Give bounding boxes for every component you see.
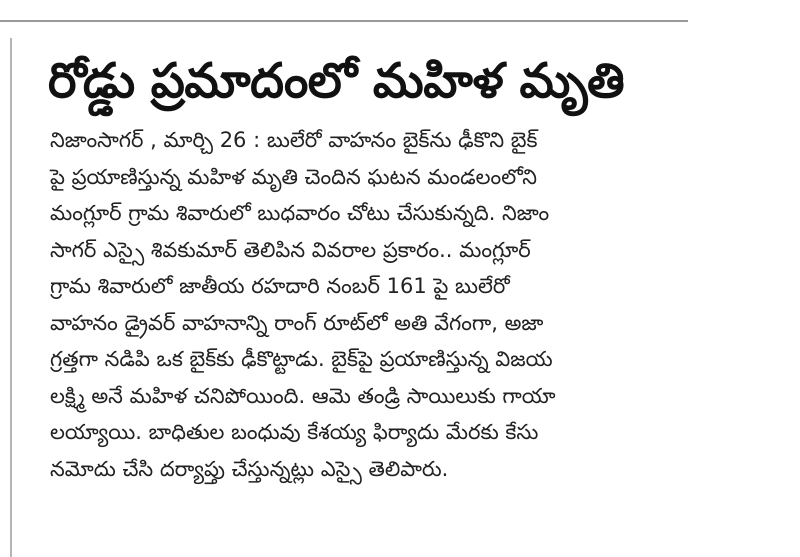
body-line: నిజాంసాగర్ , మార్చి 26 : బులేరో వాహనం బైక్‌ను ఢీకొని బైక్ — [50, 128, 538, 152]
body-line: గ్రామ శివారులో జాతీయ రహదారి నంబర్ 161 పై బులేరో — [50, 274, 510, 298]
body-line: గ్రత్తగా నడిపి ఒక బైక్‌కు ఢీకొట్టాడు. బైక్‌పై ప్రయాణిస్తున్న విజయ — [50, 347, 553, 371]
news-article — [36, 48, 726, 487]
body-line: సాగర్ ఎస్సై శివకుమార్ తెలిపిన వివరాల ప్రకారం.. మంగ్లూర్ — [50, 237, 531, 262]
cropped-next-headline — [52, 548, 472, 557]
article-body — [36, 122, 726, 487]
body-line: లయ్యాయి. బాధితుల బంధువు కేశయ్య ఫిర్యాదు మేరకు కేసు — [50, 420, 539, 444]
body-line: నమోదు చేసి దర్యాప్తు చేస్తున్నట్లు ఎస్సై తెలిపారు. — [50, 456, 449, 481]
left-column-rule — [10, 38, 12, 557]
body-line: పై ప్రయాణిస్తున్న మహిళ మృతి చెందిన ఘటన మండలంలోని — [50, 164, 538, 189]
body-line: లక్ష్మి అనే మహిళ చనిపోయింది. ఆమె తండ్రి సాయిలుకు గాయా — [50, 383, 556, 408]
article-headline: రోడ్డు ప్రమాదంలో మహిళ మృతి — [48, 53, 625, 109]
top-column-rule — [0, 20, 688, 22]
body-line: వాహనం డ్రైవర్ వాహనాన్ని రాంగ్ రూట్‌లో అతి వేగంగా, అజా — [50, 310, 544, 335]
body-line: మంగ్లూర్ గ్రామ శివారులో బుధవారం చోటు చేసుకున్నది. నిజాం — [50, 201, 550, 225]
